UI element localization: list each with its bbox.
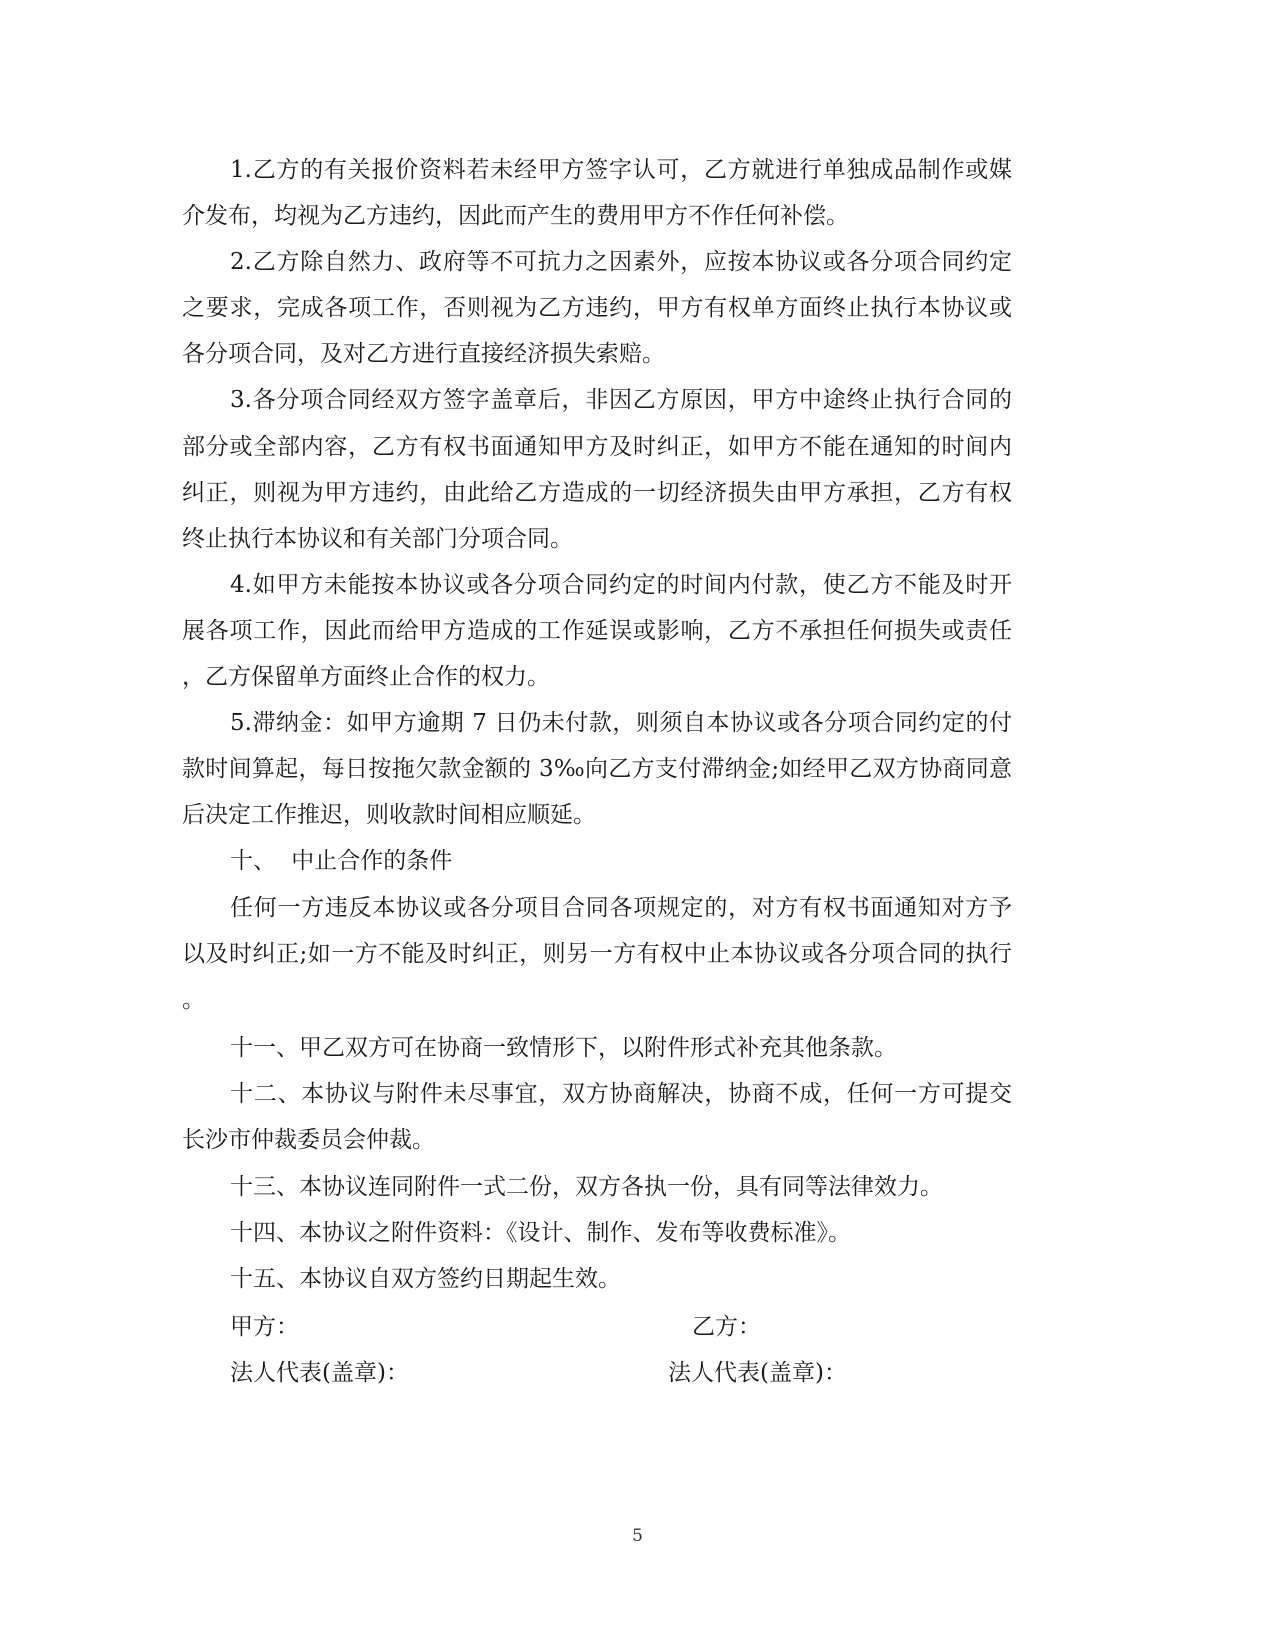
section-11: 十一、甲乙双方可在协商一致情形下，以附件形式补充其他条款。 [230,1035,897,1061]
section-10-line-3: 。 [182,987,205,1013]
clause-1-line-2: 介发布，均视为乙方违约，因此而产生的费用甲方不作任何补偿。 [182,203,849,229]
party-b-label: 乙方： [692,1314,761,1340]
clause-3-line-1: 3.各分项合同经双方签字盖章后，非因乙方原因，甲方中途终止执行合同的 [230,387,1012,413]
rep-b-label: 法人代表(盖章)： [668,1360,847,1386]
clause-4-line-2: 展各项工作，因此而给甲方造成的工作延误或影响，乙方不承担任何损失或责任 [182,618,1012,644]
section-12-line-2: 长沙市仲裁委员会仲裁。 [182,1127,435,1153]
section-10-heading: 十、 中止合作的条件 [230,848,453,874]
clause-5-line-2: 款时间算起，每日按拖欠款金额的 3‰向乙方支付滞纳金;如经甲乙双方协商同意 [182,756,1012,782]
clause-2-line-1: 2.乙方除自然力、政府等不可抗力之因素外，应按本协议或各分项合同约定 [230,249,1012,275]
section-12-line-1: 十二、本协议与附件未尽事宜，双方协商解决，协商不成，任何一方可提交 [230,1081,1012,1107]
section-10-line-1: 任何一方违反本协议或各分项目合同各项规定的，对方有权书面通知对方予 [230,895,1012,921]
clause-2-line-2: 之要求，完成各项工作，否则视为乙方违约，甲方有权单方面终止执行本协议或 [182,295,1012,321]
clause-5-line-3: 后决定工作推迟，则收款时间相应顺延。 [182,802,596,828]
party-a-label: 甲方： [230,1314,299,1340]
clause-1-line-1: 1.乙方的有关报价资料若未经甲方签字认可，乙方就进行单独成品制作或媒 [230,157,1012,183]
clause-4-line-3: ，乙方保留单方面终止合作的权力。 [182,664,550,690]
section-15: 十五、本协议自双方签约日期起生效。 [230,1266,621,1292]
clause-5-line-1: 5.滞纳金：如甲方逾期 7 日仍未付款，则须自本协议或各分项合同约定的付 [230,710,1012,736]
clause-3-line-2: 部分或全部内容，乙方有权书面通知甲方及时纠正，如甲方不能在通知的时间内 [182,434,1012,460]
rep-a-label: 法人代表(盖章)： [230,1360,409,1386]
section-13: 十三、本协议连同附件一式二份，双方各执一份，具有同等法律效力。 [230,1174,943,1200]
clause-2-line-3: 各分项合同，及对乙方进行直接经济损失索赔。 [182,341,665,367]
page-number: 5 [632,1526,643,1546]
section-14: 十四、本协议之附件资料：《设计、制作、发布等收费标准》。 [230,1220,851,1246]
section-10-line-2: 以及时纠正;如一方不能及时纠正，则另一方有权中止本协议或各分项合同的执行 [182,941,1012,967]
clause-3-line-4: 终止执行本协议和有关部门分项合同。 [182,526,573,552]
clause-4-line-1: 4.如甲方未能按本协议或各分项合同约定的时间内付款，使乙方不能及时开 [230,572,1012,598]
clause-3-line-3: 纠正，则视为甲方违约，由此给乙方造成的一切经济损失由甲方承担，乙方有权 [182,480,1012,506]
